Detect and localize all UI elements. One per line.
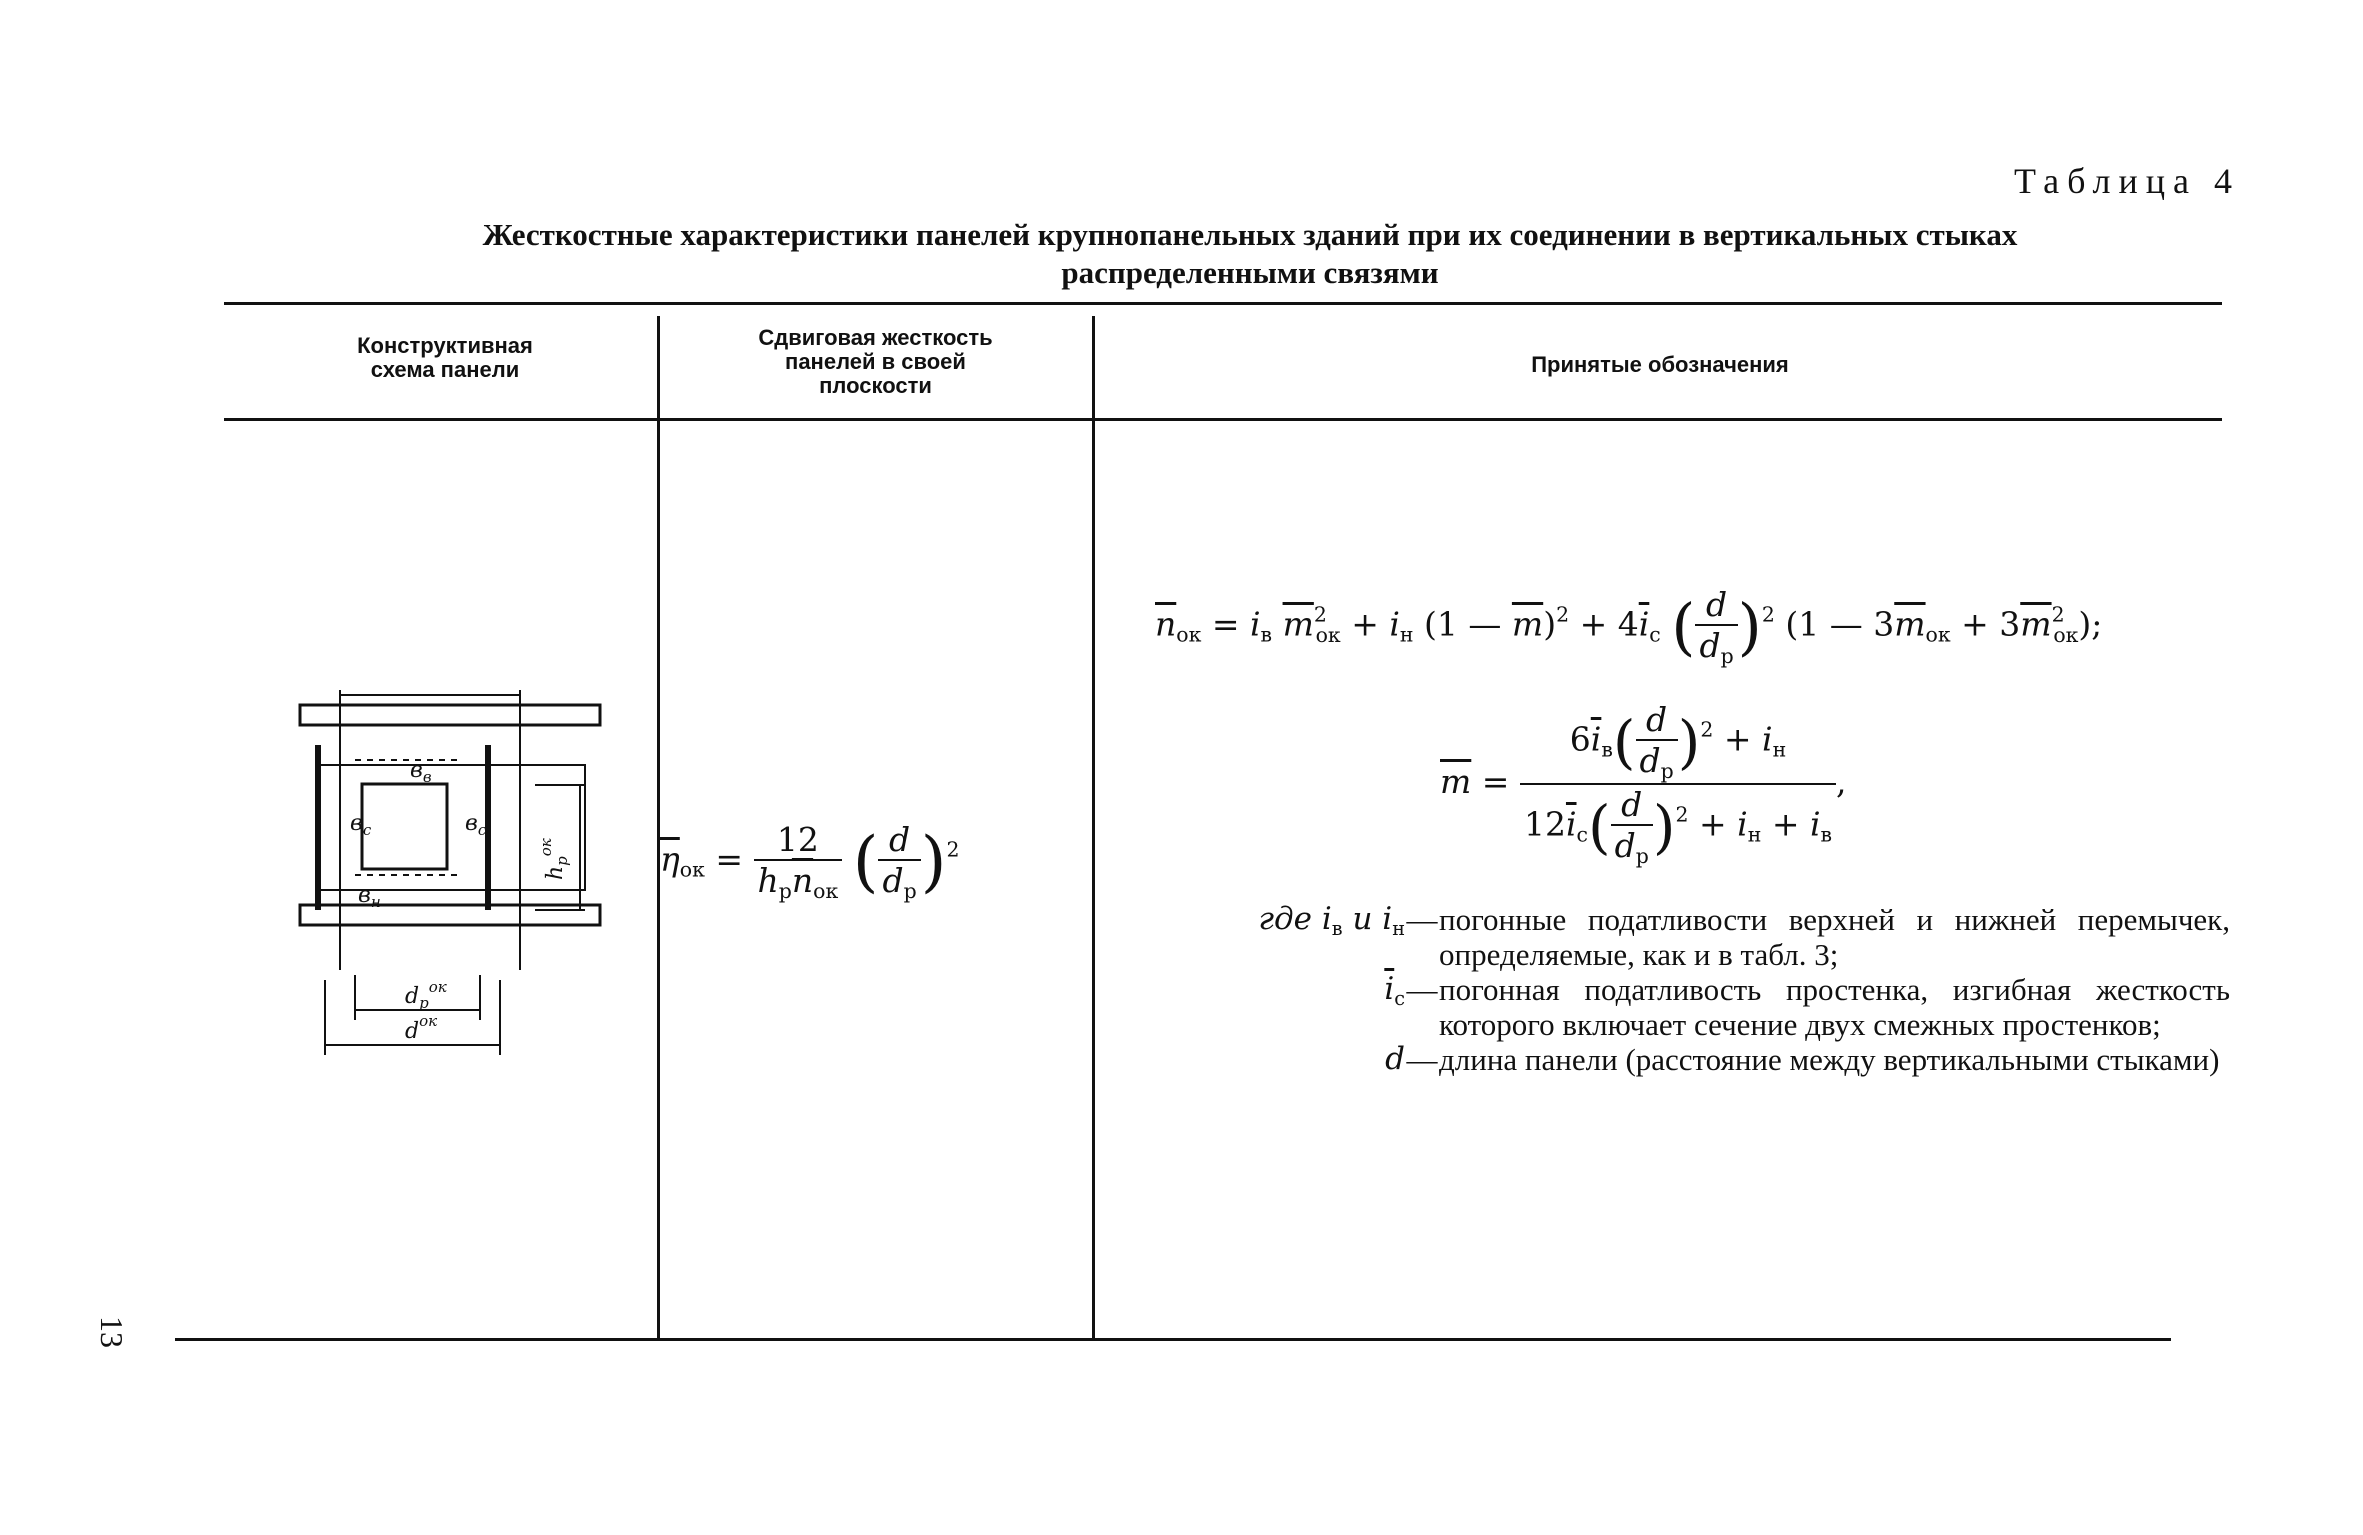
b-v-label: $в_в$ bbox=[410, 758, 432, 786]
d-p-label: $d_р^{ок}$ bbox=[405, 978, 447, 1012]
legend-item: d — длина панели (расстояние между вертикальными стыками) bbox=[1165, 1042, 2230, 1077]
header-structural-scheme: Конструктивная схема панели bbox=[357, 333, 533, 382]
b-c-left-label: $в_с$ bbox=[350, 811, 372, 839]
legend-text: погонные податливости верхней и нижней перемычек, определяемые, как и в табл. 3; bbox=[1439, 902, 2230, 972]
header-bottom-rule bbox=[224, 418, 2222, 421]
n-ok-formula: $\overline{n}_{ок} = i_в$ $\overline{m}^2_{ок} + i_н$ (1 — $\overline{m})^2 + 4\overline{i}_с$ ( $\frac{d}{d_р}$ )$^2$ (1 — $3\overline{m}_{ок} + 3\overline{m}^2_{ок}$); bbox=[1155, 585, 2103, 669]
d-label: $d^{ок}$ bbox=[405, 1012, 438, 1044]
table-title bbox=[300, 216, 2200, 292]
bottom-lintel-band bbox=[300, 905, 600, 925]
column-divider-2 bbox=[1092, 316, 1095, 1338]
panel-scheme-diagram bbox=[280, 680, 620, 1060]
legend-text: погонная податливость простенка, изгибная жесткость которого включает сечение двух смежных простенков; bbox=[1439, 972, 2230, 1042]
m-formula: $\overline{m}$ = $6\overline{i}_в$( $\frac{d}{d_р}$ )$^2 + i_н$ $12\overline{i}_с$( $\frac{d}{d_р}$ )$^2 + i_н + i_в$ , bbox=[1440, 700, 1847, 869]
legend-item: где $i_в$ и $i_н$ — погонные податливости верхней и нижней перемычек, определяемые, как и в табл. 3; bbox=[1165, 902, 2230, 972]
b-n-label: $в_н$ bbox=[358, 883, 381, 911]
shear-stiffness-formula: $\overline{\eta}_{ок}$ = $\frac{12}{h_р\overline{n}_{ок}}$ ( $\frac{d}{d_р}$ )$^2$ bbox=[660, 820, 960, 904]
title-line-1: Жесткостные характеристики панелей крупнопанельных зданий при их соединении в вертикальных стыках bbox=[482, 217, 2018, 252]
h-p-label: $h_р^{ок}$ bbox=[537, 838, 571, 880]
header-notations: Принятые обозначения bbox=[1531, 352, 1789, 377]
table-top-rule bbox=[224, 302, 2222, 305]
table-label: Таблица 4 bbox=[2014, 161, 2240, 201]
legend-item: $\overline{i}_с$ — погонная податливость простенка, изгибная жесткость которого включает сечение двух смежных простенков; bbox=[1165, 972, 2230, 1042]
legend-text: длина панели (расстояние между вертикальными стыками) bbox=[1439, 1042, 2220, 1077]
legend-key-d: d bbox=[1385, 1041, 1405, 1077]
notation-legend bbox=[1165, 902, 2230, 1077]
top-lintel-band bbox=[300, 705, 600, 725]
legend-key-iv-in: где $i_в$ и $i_н$ bbox=[1258, 901, 1405, 940]
page-number: 13 bbox=[94, 1316, 130, 1348]
title-line-2: распределенными связями bbox=[1061, 255, 1439, 290]
window-opening bbox=[362, 784, 447, 869]
b-c-right-label: $в_с$ bbox=[465, 811, 487, 839]
table-bottom-rule bbox=[175, 1338, 2171, 1341]
legend-key-ic: $\overline{i}_с$ bbox=[1384, 971, 1405, 1010]
header-shear-stiffness: Сдвиговая жесткость панелей в своей плоскости bbox=[758, 325, 993, 398]
